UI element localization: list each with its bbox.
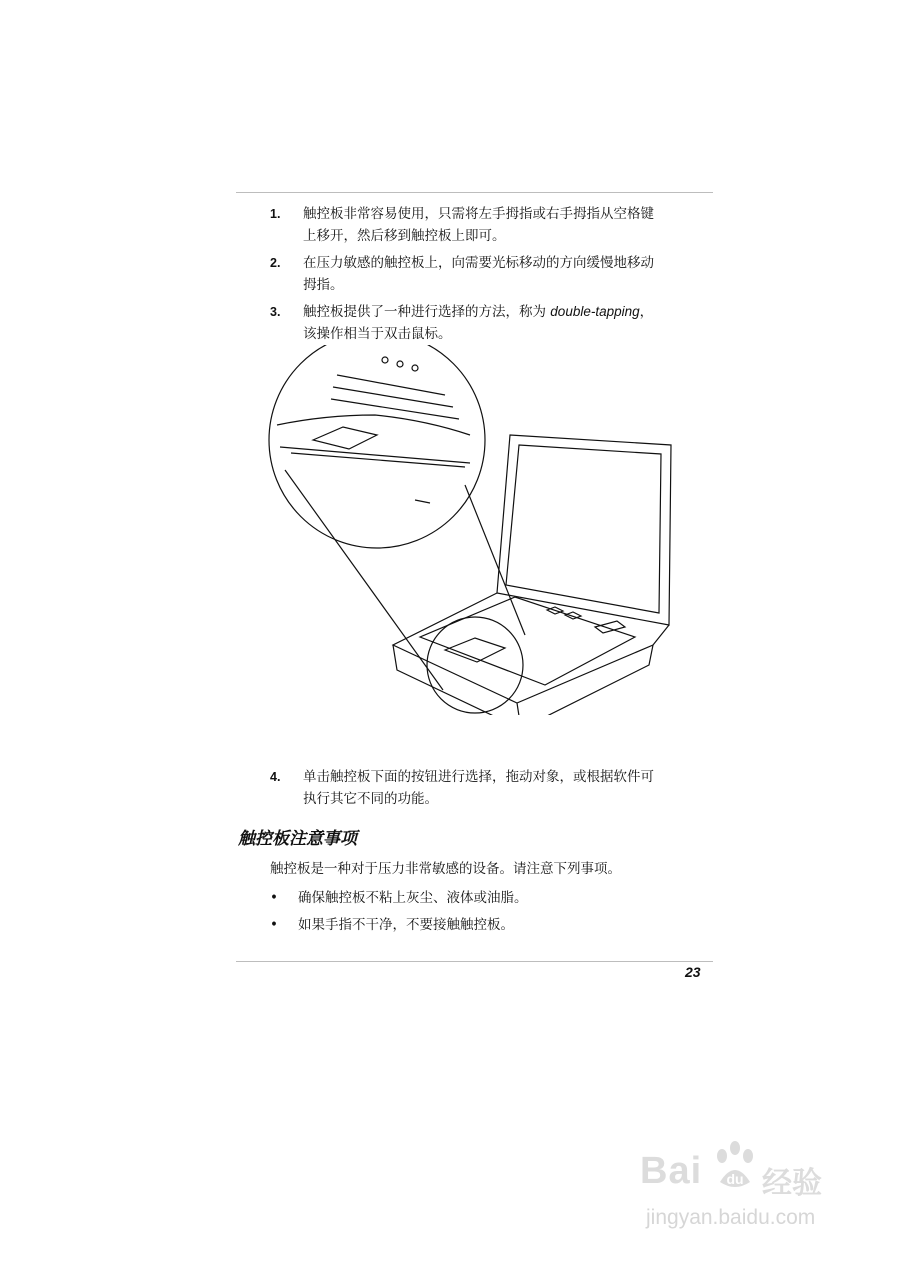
step-text-line: 在压力敏感的触控板上，向需要光标移动的方向缓慢地移动 (303, 255, 654, 271)
step-text-prefix: 触控板提供了一种进行选择的方法，称为 (303, 304, 551, 320)
laptop-drawing (393, 435, 671, 715)
svg-text:du: du (726, 1171, 744, 1187)
page-number: 23 (685, 964, 701, 980)
step-text-line: 执行其它不同的功能。 (303, 791, 438, 807)
bullet-text: 如果手指不干净，不要接触触控板。 (298, 917, 514, 933)
bullet-item (270, 887, 528, 909)
baidu-watermark (640, 1140, 860, 1250)
step-number: 1. (270, 207, 281, 221)
bullet-item (270, 914, 514, 936)
magnified-circle (269, 345, 485, 548)
watermark-url: jingyan.baidu.com (646, 1206, 816, 1229)
step-text-line (303, 301, 710, 323)
step-text-line: 单击触控板下面的按钮进行选择，拖动对象，或根据软件可 (303, 769, 654, 785)
laptop-touchpad-illustration (265, 345, 685, 715)
step-2 (270, 252, 710, 296)
watermark-brand-cn: 经验 (762, 1166, 822, 1201)
bottom-rule (236, 961, 713, 962)
step-number: 3. (270, 305, 281, 319)
step-text-suffix: ， (639, 304, 654, 320)
step-number: 4. (270, 770, 281, 784)
bullet-dot-icon: • (270, 890, 278, 906)
intro-paragraph: 触控板是一种对于压力非常敏感的设备。请注意下列事项。 (270, 861, 621, 877)
top-rule (236, 192, 713, 193)
step-text-line: 上移开，然后移到触控板上即可。 (303, 228, 506, 244)
paw-icon (710, 1140, 760, 1195)
term-double-tapping: double-tapping (550, 304, 640, 319)
step-text-line: 触控板非常容易使用，只需将左手拇指或右手拇指从空格键 (303, 206, 654, 222)
bullet-dot-icon: • (270, 917, 278, 933)
step-3 (270, 301, 710, 345)
step-text-line: 拇指。 (303, 277, 344, 293)
zoom-lines (285, 470, 525, 713)
bullet-text: 确保触控板不粘上灰尘、液体或油脂。 (298, 890, 528, 906)
watermark-brand: Bai (640, 1150, 703, 1192)
step-number: 2. (270, 256, 281, 270)
step-4 (270, 766, 710, 810)
section-heading: 触控板注意事项 (238, 829, 357, 849)
step-text-line: 该操作相当于双击鼠标。 (303, 326, 452, 342)
step-1 (270, 203, 710, 247)
